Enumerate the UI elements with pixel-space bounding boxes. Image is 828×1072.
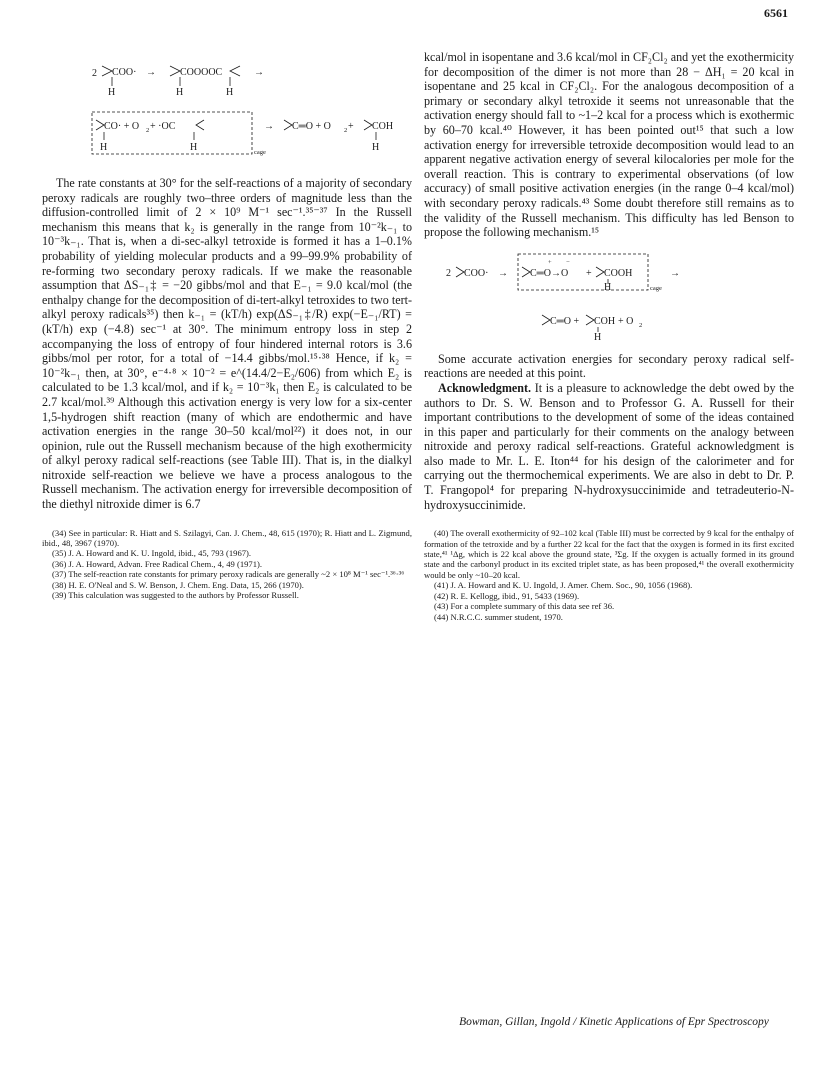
footnote-36: (36) J. A. Howard, Advan. Free Radical Chem., 4, 49 (1971). xyxy=(52,558,263,569)
scheme2-cage-plus: + xyxy=(586,267,592,279)
scheme1-cage-h-2: H xyxy=(190,142,198,153)
reaction-scheme-2 xyxy=(424,246,794,346)
scheme-1-drawing xyxy=(42,50,412,168)
scheme1-radical: COO· xyxy=(112,67,137,78)
scheme1-dimer: COOOOC xyxy=(180,67,223,78)
scheme2-coh: COH xyxy=(594,315,616,327)
scheme2-arrow-1: → xyxy=(498,267,508,279)
right-footnotes xyxy=(424,528,794,622)
running-footer: Bowman, Gillan, Ingold / Kinetic Applications of Epr Spectroscopy xyxy=(459,1016,769,1028)
footnote-44: (44) N.R.C.C. summer student, 1970. xyxy=(434,611,563,622)
footnote-37: (37) The self-reaction rate constants for primary peroxy radicals are generally ~2 × 10⁸ M⁻¹ sec⁻¹.³⁶·³⁶ xyxy=(52,569,405,580)
scheme1-cage-frag1: CO· + O xyxy=(104,121,140,132)
scheme1-cage-label: cage xyxy=(254,149,266,156)
scheme1-h-2: H xyxy=(176,87,184,98)
acknowledgment-paragraph xyxy=(424,381,794,512)
scheme1-h-1: H xyxy=(108,87,116,98)
page-number: 6561 xyxy=(764,6,788,20)
scheme1-arrow-3: → xyxy=(264,121,274,132)
scheme1-coefficient: 2 xyxy=(92,68,97,79)
scheme2-plus-charge: + xyxy=(548,258,552,266)
scheme1-alcohol-h: H xyxy=(372,142,380,153)
scheme2-coefficient: 2 xyxy=(446,267,451,279)
scheme1-arrow-2: → xyxy=(254,67,264,78)
reaction-scheme-1 xyxy=(42,50,412,168)
scheme2-cooh: COOH xyxy=(604,267,633,279)
left-column xyxy=(42,50,412,601)
right-body-paragraph-1: kcal/mol in isopentane and 3.6 kcal/mol in CF₂Cl₂ and yet the exothermicity for decomposition of the dimer is not more than 28 − ΔH₁ = 20 kcal in isopentane and 25 kcal in CF₂Cl₂. For the analogous decomposition of a primary or secondary alkyl tetroxide it seems not unreasonable that the activation energy should fall to ~1–2 kcal for a process which is exothermic by 60–70 kcal.⁴⁰ However, it has been pointed out¹⁵ that such a low activation energy for irreversible tetroxide decomposition would lead to an apparent negative activation energy of several kilocalories per mole for the overall reaction. This is contrary to experimental observations (of low accuracy) of small positive activation energies (in the range 0–4 kcal/mol) with secondary peroxy radicals.⁴³ Some doubt therefore still remains as to the validity of the Russell mechanism. This difficulty has led Benson to propose the following mechanism.¹⁵ xyxy=(424,50,794,240)
scheme2-o2: + O xyxy=(618,315,634,327)
scheme2-cage-carbonyl-oxide: C═O→O xyxy=(530,267,569,279)
scheme1-products-o2-sub: 2 xyxy=(344,127,348,134)
scheme1-products: C═O + O xyxy=(292,121,331,132)
scheme2-radical: COO· xyxy=(464,267,489,279)
acknowledgment-heading: Acknowledgment. xyxy=(438,380,532,395)
footnote-41: (41) J. A. Howard and K. U. Ingold, J. Amer. Chem. Soc., 90, 1056 (1968). xyxy=(434,580,693,591)
left-footnotes xyxy=(42,528,412,601)
scheme-2-drawing xyxy=(424,246,794,346)
scheme2-cage-h: H xyxy=(604,281,612,293)
right-body-paragraph-2: Some accurate activation energies for secondary peroxy radical self-reactions are needed at this point. xyxy=(424,351,794,381)
scheme2-minus-charge: − xyxy=(566,258,570,266)
scheme1-cage-frag2: + ·OC xyxy=(150,121,176,132)
scheme2-o2-sub: 2 xyxy=(639,321,643,329)
footnote-38: (38) H. E. O'Neal and S. W. Benson, J. Chem. Eng. Data, 15, 266 (1970). xyxy=(52,579,304,590)
scheme2-cage-label: cage xyxy=(650,284,662,292)
footnote-34: (34) See in particular: R. Hiatt and S. Szilagyi, Can. J. Chem., 48, 615 (1970); R. Hiatt and L. Zigmund, ibid., 48, 3967 (1970). xyxy=(42,527,412,549)
left-body-paragraph: The rate constants at 30° for the self-reactions of a majority of secondary peroxy radicals are roughly two–three orders of magnitude less than the diffusion-controlled limit of 2 × 10⁹ M⁻¹ sec⁻¹.³⁵⁻³⁷ In the Russell mechanism this means that k₂ is generally in the range from 10⁻²k₋₁ to 10⁻³k₋₁. That is, when a di-sec-alkyl tetroxide is formed it has a 1–0.1% probability of yielding molecular products and a 99–99.9% probability of re-forming two secondary peroxy radicals. If we make the reasonable assumption that ΔS₋₁‡ = −20 gibbs/mol and that E₋₁ = 9.0 kcal/mol (the enthalpy change for the decomposition of di-tert-alkyl tetroxides to two tert-alkyl peroxy radicals³⁵) then k₋₁ = (kT/h) exp(ΔS₋₁‡/R) exp(−E₋₁/RT) = (kT/h) exp (−4.8) sec⁻¹ at 30°. The minimum entropy loss in step 2 accompanying the loss of entropy of four hindered internal rotors is 3.6 gibbs/mol per rotor, for a total of −14.4 gibbs/mol.¹⁵·³⁸ Hence, if k₂ = 10⁻²k₋₁ then, at 30°, e⁻⁴·⁸ × 10⁻² = e^(14.4/2−E₂/606) from which E₂ is calculated to be 1.3 kcal/mol, and if k₂ = 10⁻³k₁ then E₂ is calculated to be 2.7 kcal/mol.³⁹ Although this activation energy is very low for a six-center 1,5-hydrogen shift reaction (many of which are endothermic and have activation energies in the range 30–50 kcal/mol²²) it does not, in our opinion, rule out the Russell mechanism because of the high exothermicity of alkyl peroxy radical self-reactions (see Table III). That is, in the dialkyl nitroxide self-reaction we believe we have a process analogous to the Russell mechanism. The activation energy for irreversible decomposition of the diethyl nitroxide dimer is 6.7 xyxy=(42,176,412,512)
footnote-35: (35) J. A. Howard and K. U. Ingold, ibid., 45, 793 (1967). xyxy=(52,548,252,559)
footnote-42: (42) R. E. Kellogg, ibid., 91, 5433 (1969). xyxy=(434,590,580,601)
footnote-39: (39) This calculation was suggested to the authors by Professor Russell. xyxy=(52,590,299,601)
footnote-40: (40) The overall exothermicity of 92–102 kcal (Table III) must be corrected by 9 kcal for the enthalpy of formation of the tetroxide and by a further 22 kcal for the fact that the oxygen is formed in its first excited state,⁴¹ ¹Δg, which is 22 kcal above the ground state, ³Σg. If the oxygen is actually formed in its ground state and the carbonyl product in its excited triplet state, as has been proposed,⁴¹ the overall exothermicity would be only ~10–20 kcal. xyxy=(424,528,794,580)
scheme1-arrow-1: → xyxy=(146,67,156,78)
acknowledgment-text: It is a pleasure to acknowledge the debt owed by the authors to Dr. S. W. Benson and to Professor G. A. Russell for their important contributions to the development of some of the ideas contained in this paper and particularly for their comments on the analogy between nitroxide and peroxy radical self-reactions. Grateful acknowledgment is also made to Mr. L. E. Iton⁴⁴ for his design of the calorimeter and for carrying out the thermochemical experiments. We are also in debt to Dr. P. T. Frangopol⁴ for preparing N-hydroxysuccinimide and tetradeuterio-N-hydroxysuccinimide. xyxy=(424,380,794,512)
scheme1-h-3: H xyxy=(226,87,234,98)
scheme1-o2-sub: 2 xyxy=(146,127,150,134)
footnote-43: (43) For a complete summary of this data see ref 36. xyxy=(434,601,615,612)
scheme2-coh-h: H xyxy=(594,331,602,343)
scheme2-arrow-2: → xyxy=(670,267,680,279)
scheme1-plus: + xyxy=(348,121,354,132)
scheme1-cage-h-1: H xyxy=(100,142,108,153)
scheme1-alcohol: COH xyxy=(372,121,394,132)
scheme2-products: C═O + xyxy=(550,315,580,327)
right-column xyxy=(424,50,794,622)
